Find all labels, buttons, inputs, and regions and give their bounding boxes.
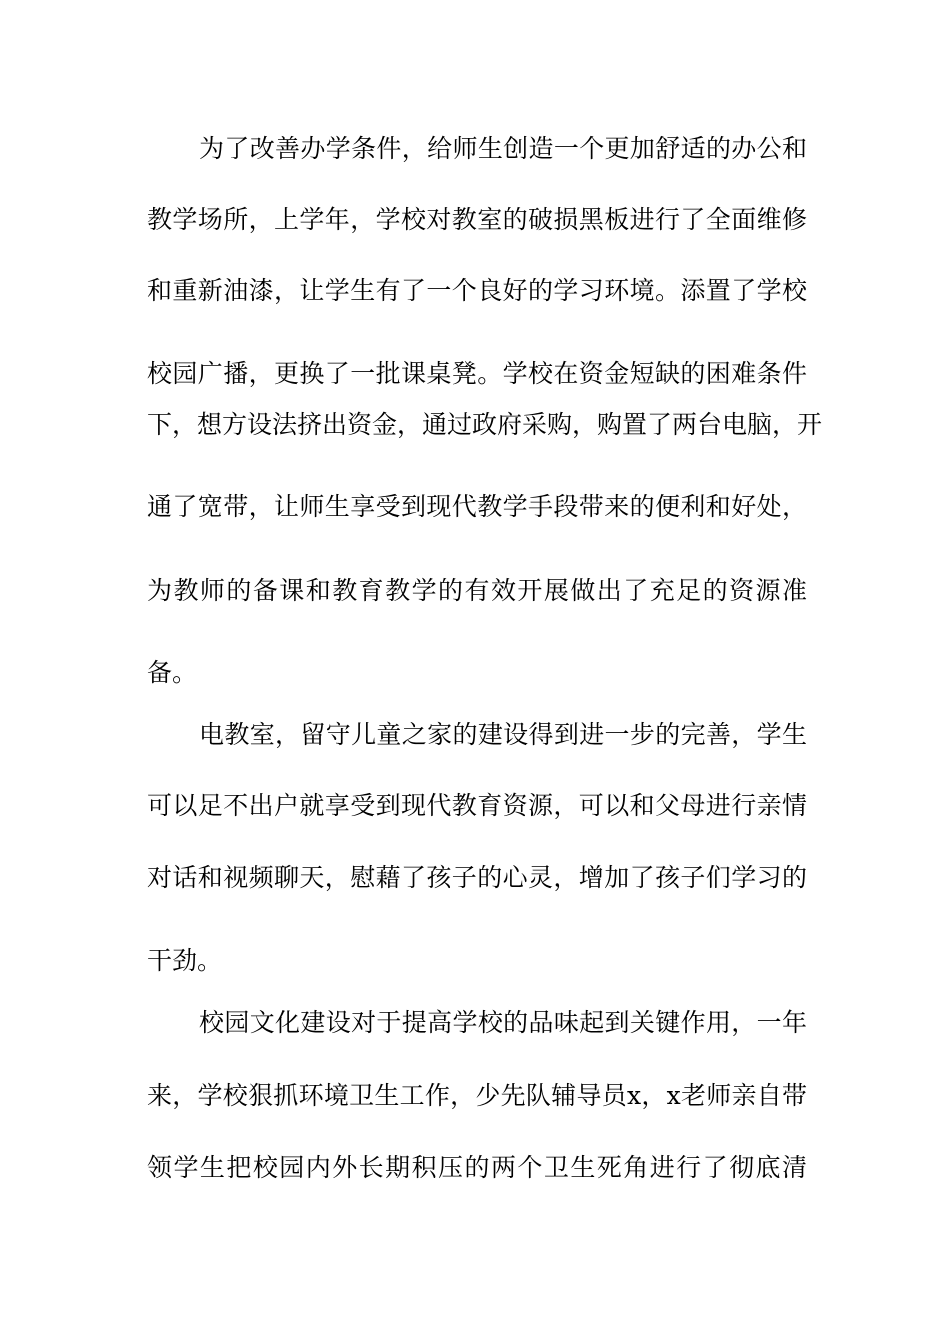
text-line: 电教室，留守儿童之家的建设得到进一步的完善，学生 [199,720,807,749]
text-line: 备。 [147,658,198,687]
text-line: 领学生把校园内外长期积压的两个卫生死角进行了彻底清 [147,1153,807,1182]
text-line: 干劲。 [147,946,223,975]
text-line: 下，想方设法挤出资金，通过政府采购，购置了两台电脑，开 [147,410,823,439]
text-line: 和重新油漆，让学生有了一个良好的学习环境。添置了学校 [147,276,807,305]
text-line: 来，学校狠抓环境卫生工作，少先队辅导员x，x老师亲自带 [147,1081,807,1110]
text-line: 校园广播，更换了一批课桌凳。学校在资金短缺的困难条件 [147,359,807,388]
text-line: 可以足不出户就享受到现代教育资源，可以和父母进行亲情 [147,791,807,820]
text-line: 对话和视频聊天，慰藉了孩子的心灵，增加了孩子们学习的 [147,863,807,892]
text-line: 教学场所，上学年，学校对教室的破损黑板进行了全面维修 [147,205,807,234]
text-line: 为了改善办学条件，给师生创造一个更加舒适的办公和 [199,134,807,163]
text-line: 校园文化建设对于提高学校的品味起到关键作用，一年 [199,1008,807,1037]
text-line: 为教师的备课和教育教学的有效开展做出了充足的资源准 [147,576,807,605]
text-line: 通了宽带，让师生享受到现代教学手段带来的便利和好处， [147,492,807,521]
